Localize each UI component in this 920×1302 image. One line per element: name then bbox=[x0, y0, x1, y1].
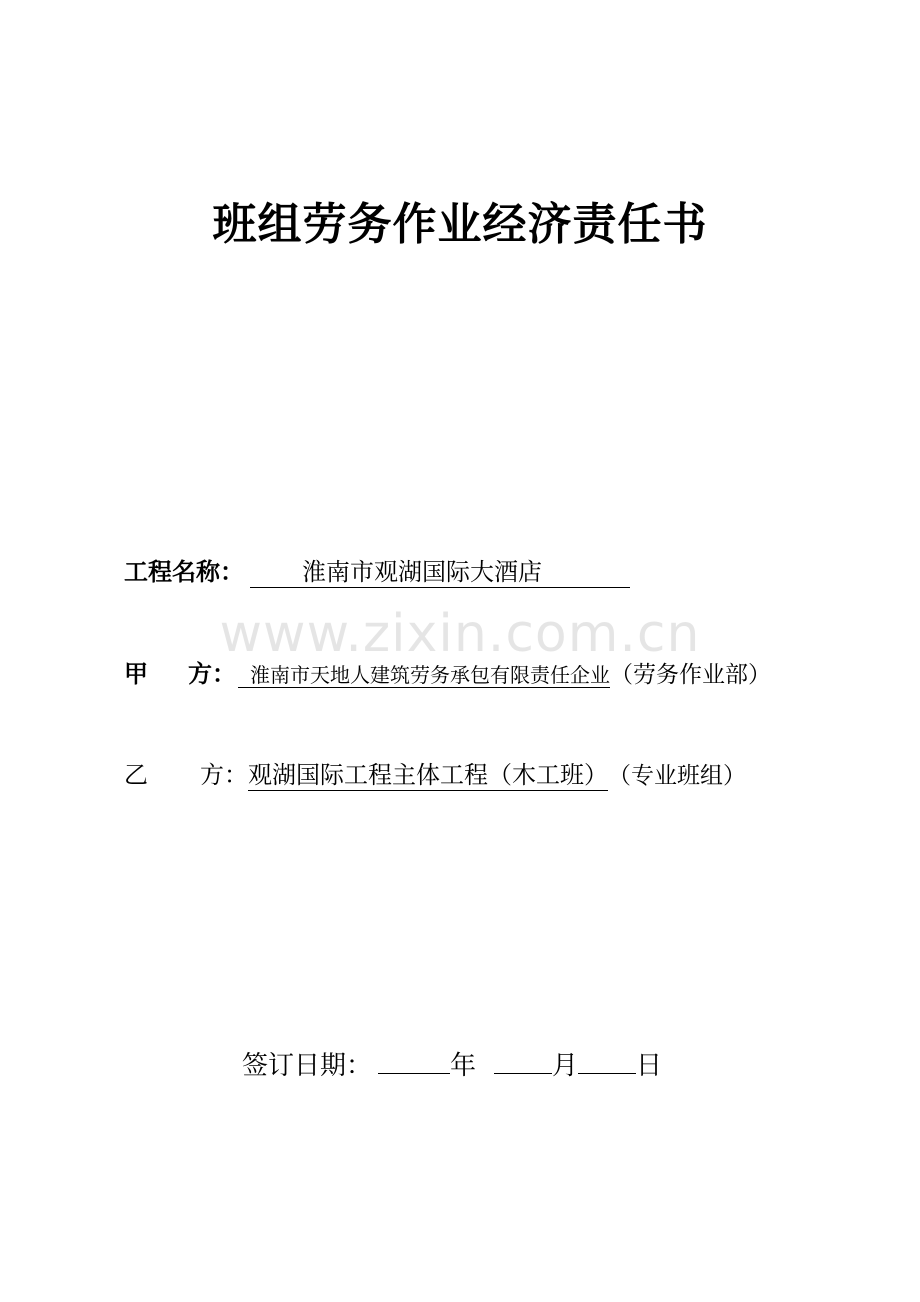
party-a-label-second: 方： bbox=[188, 660, 236, 688]
sign-date-month-label: 月 bbox=[552, 1051, 579, 1081]
sign-date-row bbox=[242, 1045, 662, 1082]
sign-date-month-blank bbox=[494, 1047, 552, 1074]
project-name-row bbox=[124, 552, 630, 588]
sign-date-label: 签订日期： bbox=[242, 1051, 373, 1081]
sign-date-day-label: 日 bbox=[636, 1051, 663, 1081]
party-b-row bbox=[124, 755, 746, 791]
party-a-row bbox=[124, 654, 771, 689]
sign-date-year-label: 年 bbox=[450, 1051, 477, 1081]
project-name-label: 工程名称： bbox=[124, 558, 244, 586]
party-b-label-second: 方： bbox=[200, 761, 248, 789]
watermark-text: www.zixin.com.cn bbox=[219, 604, 701, 664]
party-b-value: 观湖国际工程主体工程（木工班） bbox=[248, 761, 608, 789]
party-a-suffix: （劳务作业部） bbox=[610, 662, 771, 688]
sign-date-day-blank bbox=[578, 1047, 636, 1074]
party-b-label-first: 乙 bbox=[124, 761, 148, 789]
party-a-label-first: 甲 bbox=[124, 660, 148, 688]
project-name-value: 淮南市观湖国际大酒店 bbox=[250, 559, 630, 588]
party-a-value: 淮南市天地人建筑劳务承包有限责任企业 bbox=[238, 664, 610, 688]
party-b-suffix: （专业班组） bbox=[608, 763, 746, 789]
document-title: 班组劳务作业经济责任书 bbox=[212, 199, 708, 250]
sign-date-year-blank bbox=[378, 1047, 450, 1074]
